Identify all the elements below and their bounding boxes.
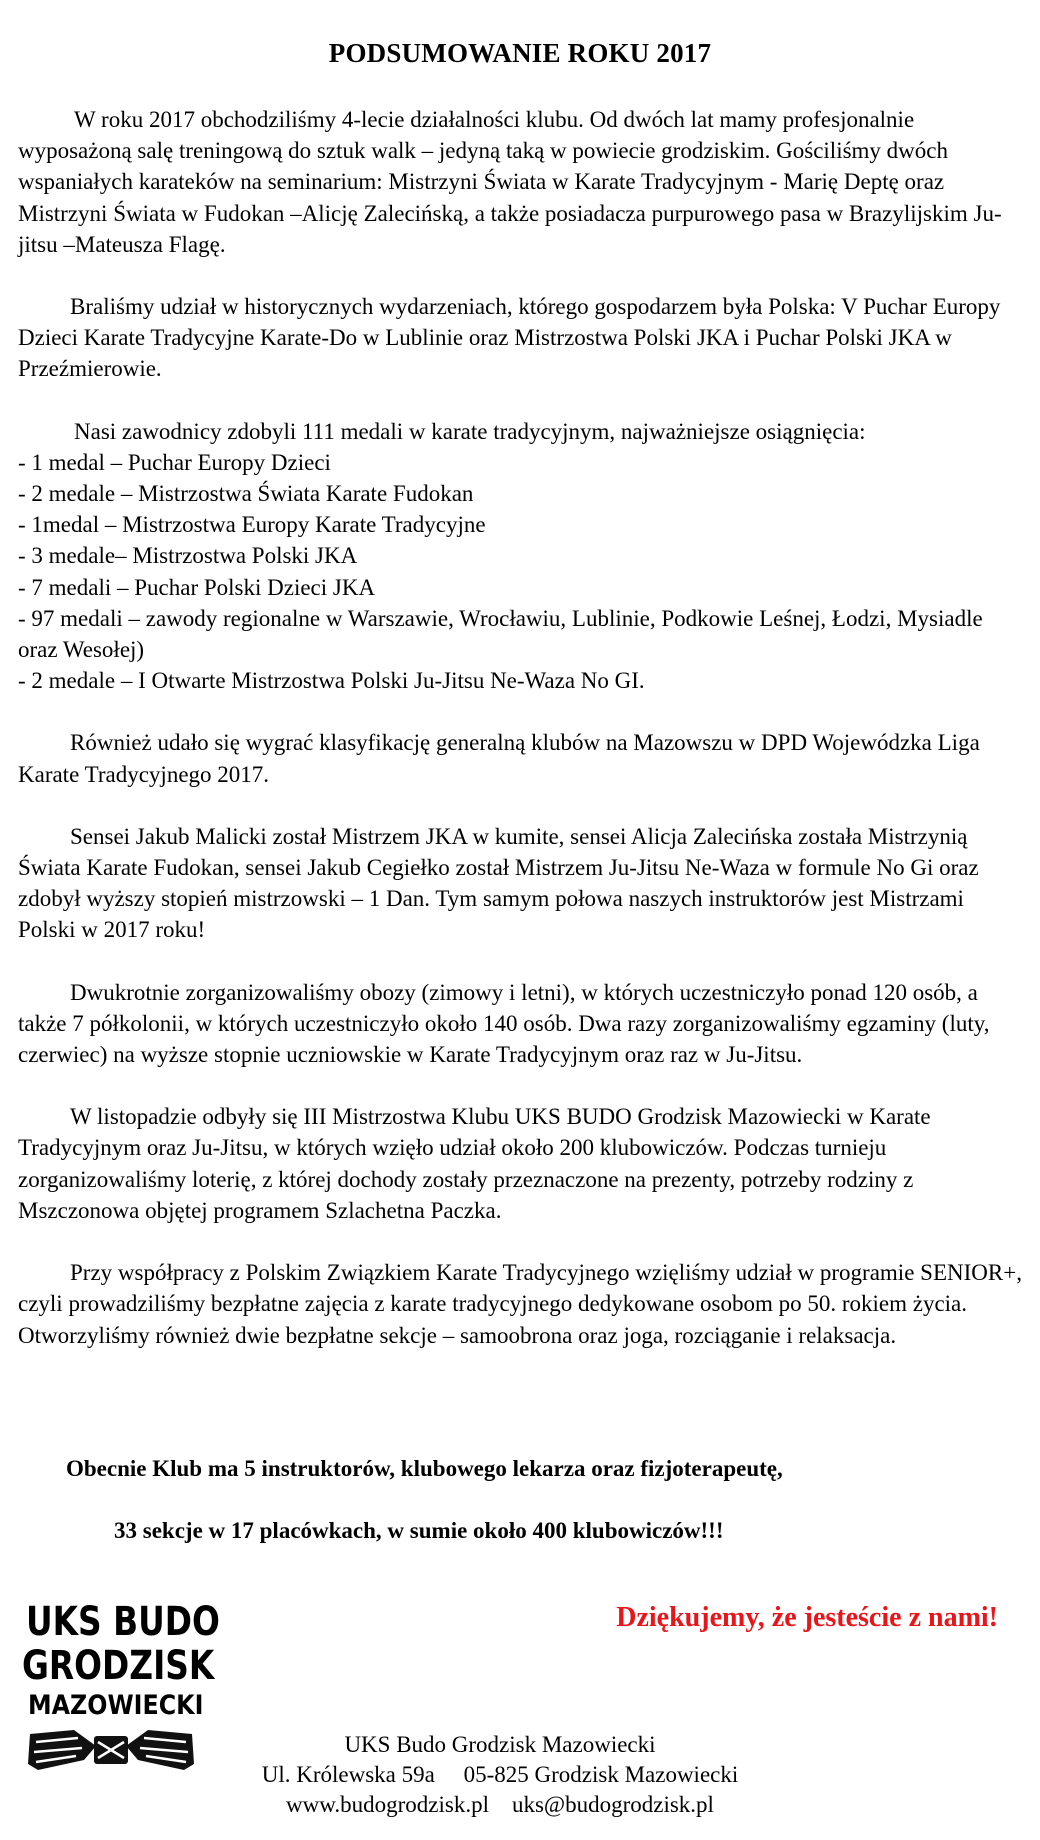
summary-line-1: Obecnie Klub ma 5 instruktorów, klubowego lekarza oraz fizjoterapeutę, <box>66 1456 783 1481</box>
club-logo <box>20 1599 220 1772</box>
paragraph-senior: Przy współpracy z Polskim Związkiem Karate Tradycyjnego wzięliśmy udział w programie SENIOR+, czyli prowadziliśmy bezpłatne zajęcia z karate tradycyjnego dedykowane osobom po 50. rokiem życia. Otworzyliśmy również dwie bezpłatne sekcje – samoobrona oraz joga, rozciąganie i relaksacja. <box>18 1260 1022 1348</box>
paragraph-events: Braliśmy udział w historycznych wydarzeniach, którego gospodarzem była Polska: V Puchar Europy Dzieci Karate Tradycyjne Karate-Do w Lublinie oraz Mistrzostwa Polski JKA i Puchar Polski JKA w Przeźmierowie. <box>18 294 1001 382</box>
paragraph-medals-intro: Nasi zawodnicy zdobyli 111 medali w karate tradycyjnym, najważniejsze osiągnięcia: <box>74 418 866 444</box>
list-item: - 1medal – Mistrzostwa Europy Karate Tradycyjne <box>18 512 486 538</box>
karate-belt-icon <box>26 1720 196 1776</box>
logo-line-3: MAZOWIECKI <box>28 1690 204 1721</box>
logo-line-1: UKS BUDO <box>26 1599 220 1645</box>
paragraph-instructors: Sensei Jakub Malicki został Mistrzem JKA w kumite, sensei Alicja Zalecińska została Mistrzynią Świata Karate Fudokan, sensei Jakub Cegiełko został Mistrzem Ju-Jitsu Ne-Waza w formule No Gi oraz zdobył wyższy stopień mistrzowski – 1 Dan. Tym samym połowa naszych instruktorów jest Mistrzami Polski w 2017 roku! <box>18 823 979 943</box>
thanks-message: Dziękujemy, że jesteście z nami! <box>616 1602 998 1633</box>
logo-line-2: GRODZISK <box>22 1643 215 1689</box>
list-item: - 7 medali – Puchar Polski Dzieci JKA <box>18 574 376 600</box>
list-item: - 2 medale – Mistrzostwa Świata Karate Fudokan <box>18 481 474 507</box>
body-text <box>18 104 1023 1382</box>
list-item: - 97 medali – zawody regionalne w Warszawie, Wrocławiu, Lublinie, Podkowie Leśnej, Łodzi, Mysiadle oraz Wesołej) <box>18 605 983 663</box>
paragraph-league: Również udało się wygrać klasyfikację generalną klubów na Mazowszu w DPD Wojewódzka Liga Karate Tradycyjnego 2017. <box>18 730 980 787</box>
page-title: PODSUMOWANIE ROKU 2017 <box>328 38 712 68</box>
footer-contact: www.budogrodzisk.pl uks@budogrodzisk.pl <box>286 1792 714 1817</box>
paragraph-championship: W listopadzie odbyły się III Mistrzostwa Klubu UKS BUDO Grodzisk Mazowiecki w Karate Tradycyjnym oraz Ju-Jitsu, w których wzięło udział około 200 klubowiczów. Podczas turnieju zorganizowaliśmy loterię, z której dochody zostały przeznaczone na prezenty, potrzeby rodziny z Mszczonowa objętej programem Szlachetna Paczka. <box>18 1104 931 1223</box>
footer-address: Ul. Królewska 59a 05-825 Grodzisk Mazowiecki <box>261 1762 739 1787</box>
paragraph-camps: Dwukrotnie zorganizowaliśmy obozy (zimowy i letni), w których uczestniczyło ponad 120 osób, a także 7 półkolonii, w których uczestniczyło około 140 osób. Dwa razy zorganizowaliśmy egzaminy (luty, czerwiec) na wyższe stopnie uczniowskie w Karate Tradycyjnym oraz raz w Ju-Jitsu. <box>18 979 990 1068</box>
contact-footer <box>220 1730 780 1820</box>
footer-club-name: UKS Budo Grodzisk Mazowiecki <box>344 1732 656 1757</box>
list-item: - 1 medal – Puchar Europy Dzieci <box>18 449 331 475</box>
summary-line-2: 33 sekcje w 17 placówkach, w sumie około 400 klubowiczów!!! <box>114 1518 724 1543</box>
list-item: - 2 medale – I Otwarte Mistrzostwa Polski Ju-Jitsu Ne-Waza No GI. <box>18 668 645 694</box>
paragraph-anniversary: W roku 2017 obchodziliśmy 4-lecie działalności klubu. Od dwóch lat mamy profesjonalnie wyposażoną salę treningową do sztuk walk – jedyną taką w powiecie grodziskim. Gościliśmy dwóch wspaniałych karateków na seminarium: Mistrzyni Świata w Karate Tradycyjnym - Marię Deptę oraz Mistrzyni Świata w Fudokan –Alicję Zalecińską, a także posiadacza purpurowego pasa w Brazylijskim Ju-jitsu –Mateusza Flagę. <box>18 107 1002 257</box>
medals-list <box>18 447 1023 697</box>
list-item: - 3 medale– Mistrzostwa Polski JKA <box>18 543 358 569</box>
